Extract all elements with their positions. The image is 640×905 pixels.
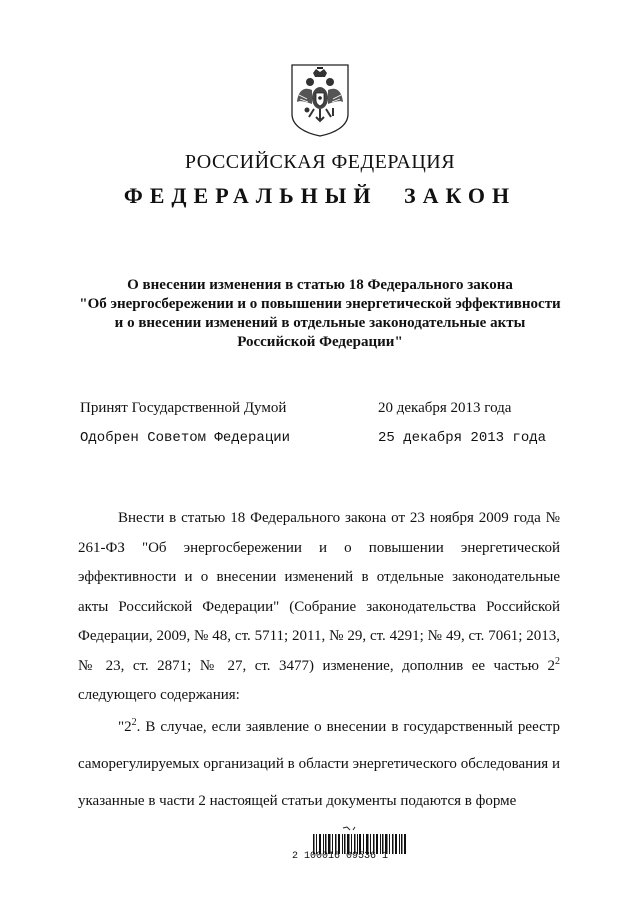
law-title-line: О внесении изменения в статью 18 Федерального закона <box>127 277 513 293</box>
duma-adoption-label: Принят Государственной Думой <box>80 400 287 416</box>
council-approval-date: 25 декабря 2013 года <box>378 430 547 446</box>
paragraph-superscript: 2 <box>131 717 137 728</box>
country-heading: РОССИЙСКАЯ ФЕДЕРАЦИЯ <box>184 151 456 173</box>
body-paragraph-2 <box>78 709 560 820</box>
document-type-heading: ФЕДЕРАЛЬНЫЙ ЗАКОН <box>123 183 517 208</box>
coat-of-arms-icon <box>289 62 351 138</box>
barcode-number: 2 100016 09536 1 <box>292 851 389 862</box>
paragraph-superscript: 2 <box>555 655 560 667</box>
law-title <box>60 276 580 352</box>
council-approval-label: Одобрен Советом Федерации <box>80 430 291 446</box>
law-title-line: Российской Федерации" <box>237 334 403 350</box>
duma-adoption-date: 20 декабря 2013 года <box>378 400 512 416</box>
paragraph-text: следующего содержания: <box>78 687 240 703</box>
paragraph-text: "2 <box>118 719 132 735</box>
body-paragraph-1 <box>78 504 560 711</box>
paragraph-text: Внести в статью 18 Федерального закона от 23 ноября 2009 года № 261-ФЗ "Об энергосбережении и о повышении энергетической эффективности и о внесении изменений в отдельные законодательные акты Российской Федерации" (Собрание законодательства Российской Федерации, 2009, № 48, ст. 5711; 2011, № 29, ст. 4291; № 49, ст. 7061; 2013, № 23, ст. 2871; № 27, ст. 3477) изменение, дополнив ее частью 2 <box>78 510 560 674</box>
law-title-line: и о внесении изменений в отдельные законодательные акты <box>114 315 526 331</box>
law-title-line: "Об энергосбережении и о повышении энергетической эффективности <box>79 296 561 312</box>
paragraph-text: . В случае, если заявление о внесении в государственный реестр саморегулируемых организаций в области энергетического обследования и указанные в части 2 настоящей статьи документы подаются в форме <box>78 719 560 809</box>
